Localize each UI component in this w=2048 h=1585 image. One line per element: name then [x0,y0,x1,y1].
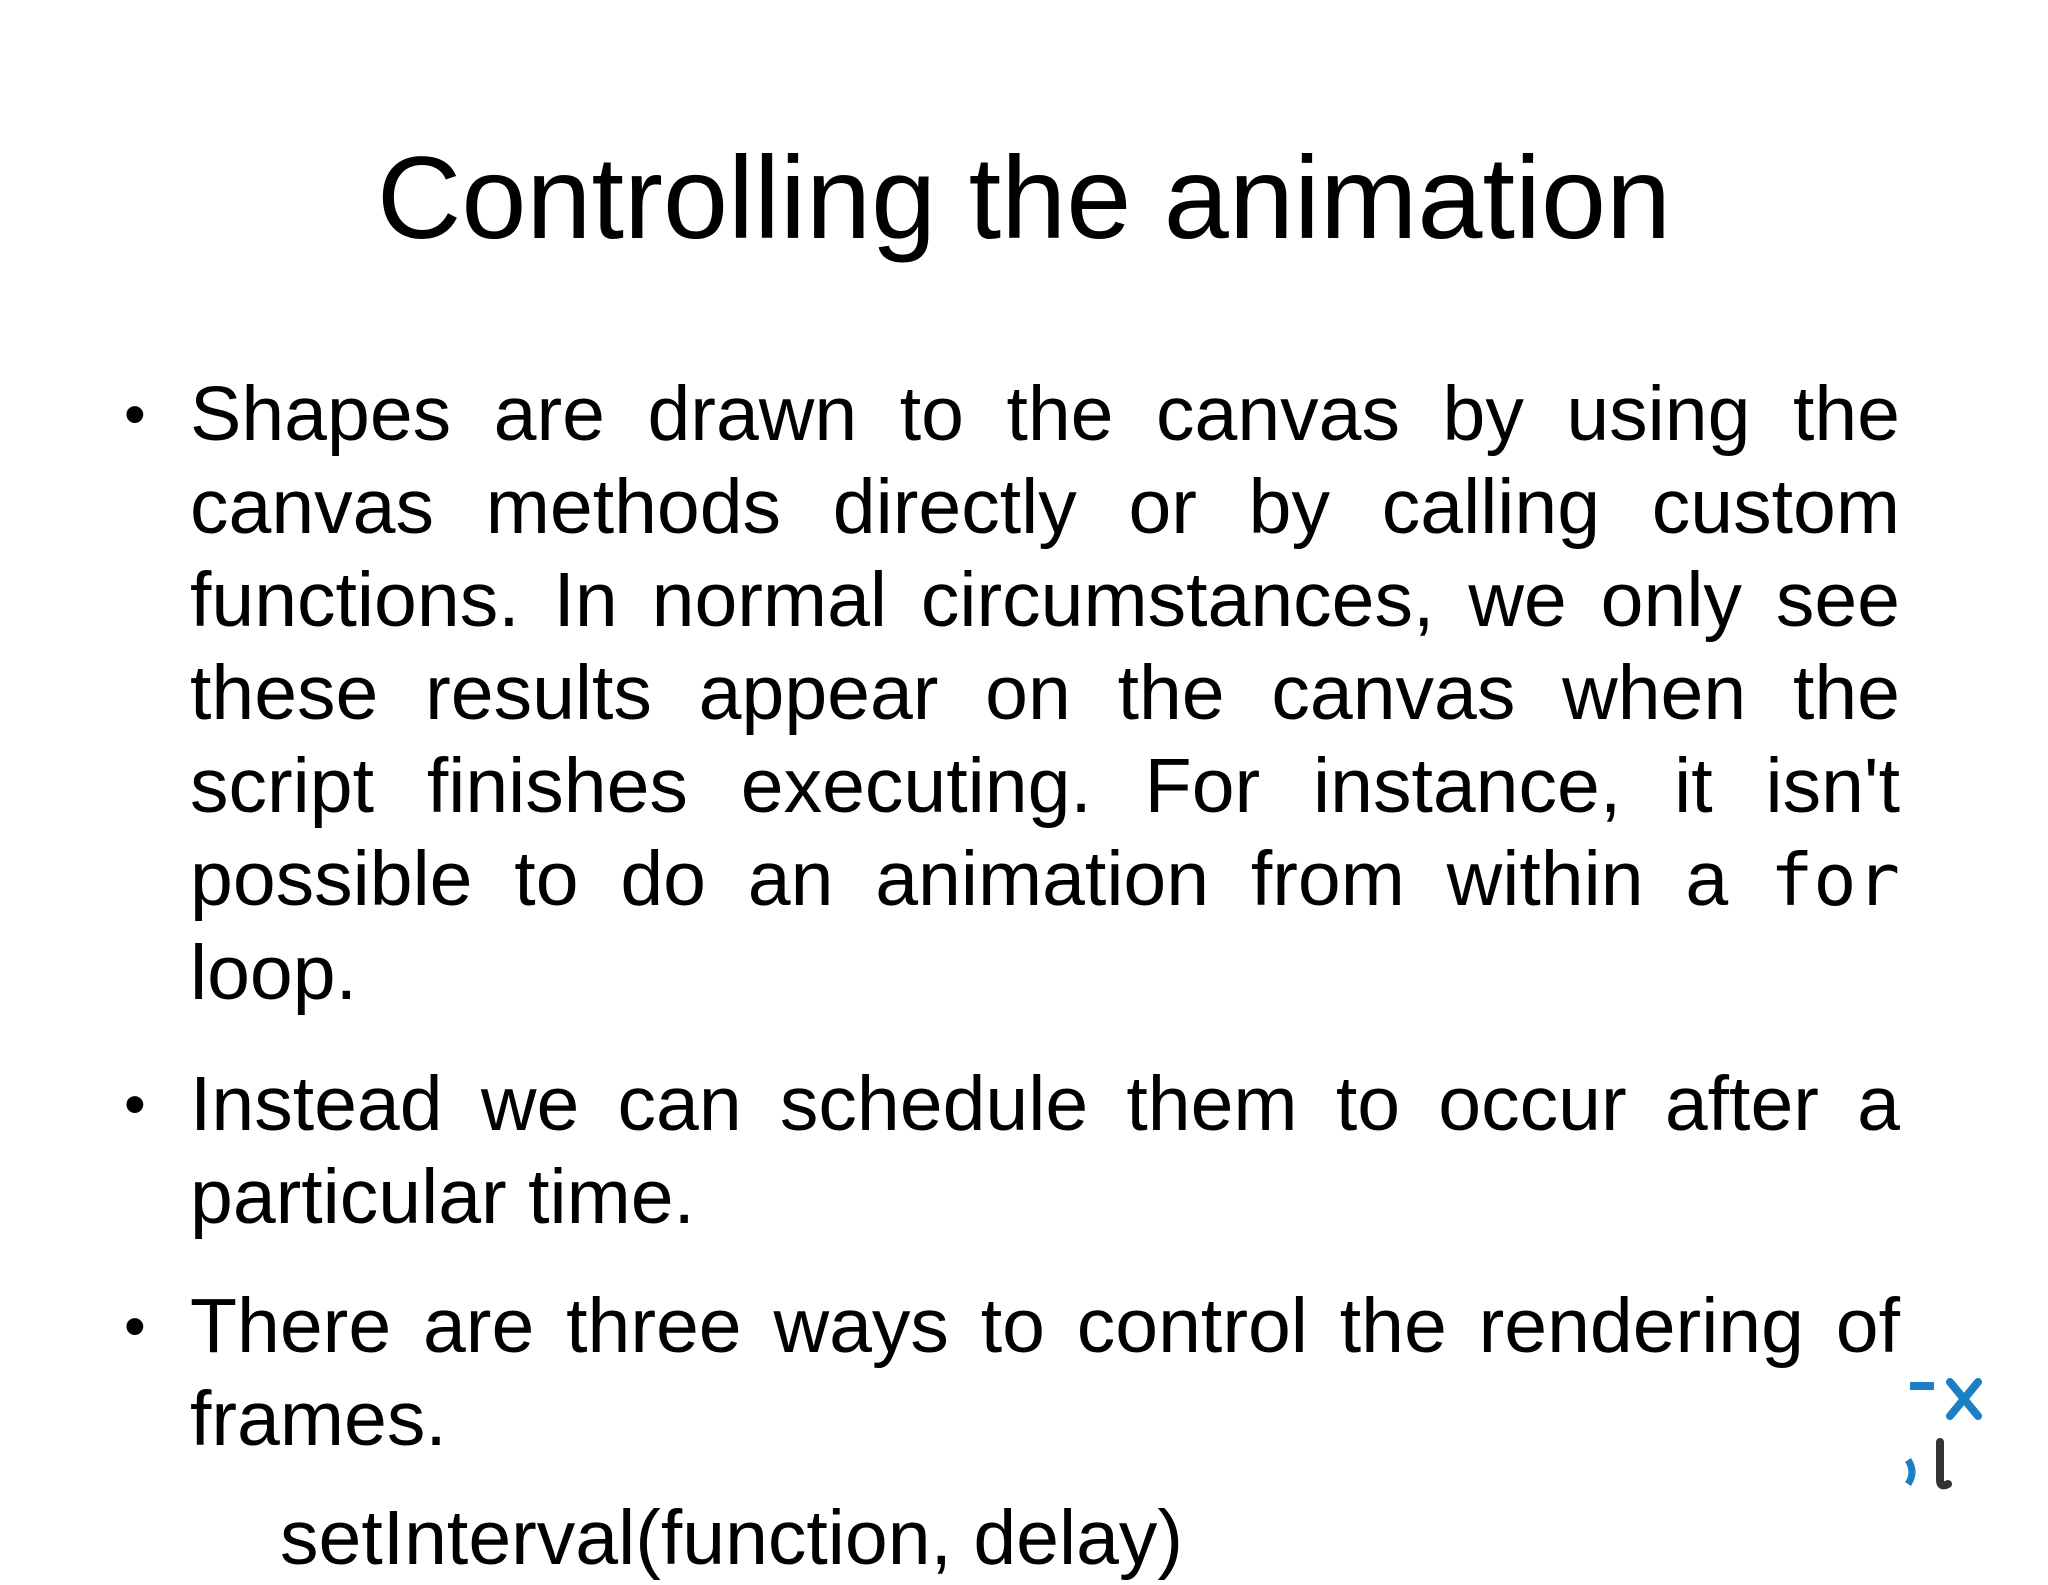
bullet-dot-icon: • [124,1292,146,1361]
brand-logo-icon [1900,1360,2048,1500]
bullet-item [124,368,1900,1020]
bullet-dot-icon: • [124,380,146,449]
bullet-dot-icon: • [124,1070,146,1139]
bullet-item [124,1280,1900,1466]
sub-bullet-item [280,1492,1183,1585]
slide-title: Controlling the animation [376,132,1672,263]
inline-code: for [1769,838,1900,922]
bullet-item [124,1058,1900,1244]
bullet-text: There are three ways to control the rendering of frames. [190,1283,1900,1462]
bullet-text: Shapes are drawn to the canvas by using the canvas methods directly or by calling custom functions. In normal circumstances, we only see these results appear on the canvas when the script finishes executing. For instance, it isn't possible to do an animation from within a [190,371,1900,922]
sub-bullet-text: setInterval(function, delay) [280,1495,1184,1581]
bullet-text: Instead we can schedule them to occur after a particular time. [190,1061,1900,1240]
bullet-text-tail: loop. [190,930,357,1016]
